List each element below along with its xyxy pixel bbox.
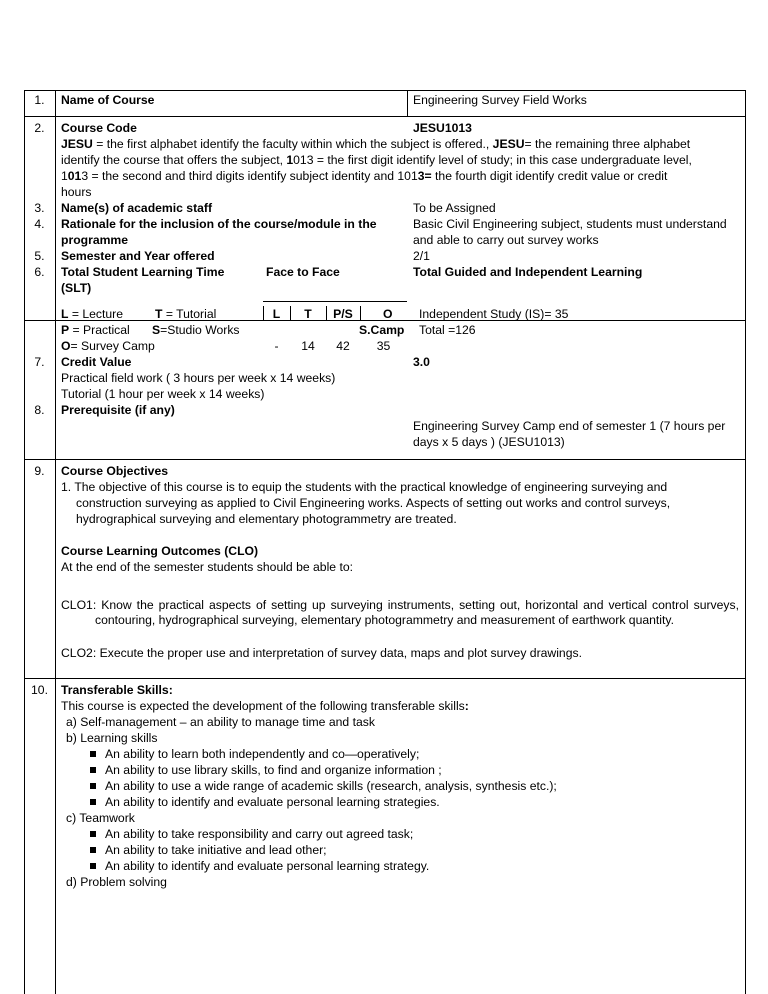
objective-text: hydrographical surveying and elementary photogrammetry are treated. bbox=[76, 512, 457, 526]
row-number: 6. bbox=[34, 265, 45, 279]
square-bullet-icon bbox=[90, 751, 96, 757]
slt-value-l: - bbox=[274, 339, 279, 353]
prerequisite-value: days x 5 days ) (JESU1013) bbox=[413, 435, 565, 449]
slt-legend: T = Tutorial bbox=[155, 307, 217, 321]
square-bullet-icon bbox=[90, 783, 96, 789]
row-number: 1. bbox=[34, 93, 45, 107]
clo-title: Course Learning Outcomes (CLO) bbox=[61, 544, 259, 558]
square-bullet-icon bbox=[90, 831, 96, 837]
bullet-item: An ability to identify and evaluate personal learning strategies. bbox=[90, 795, 440, 810]
bullet-item: An ability to take responsibility and carry out agreed task; bbox=[90, 827, 413, 842]
credit-note: Tutorial (1 hour per week x 14 weeks) bbox=[61, 387, 265, 401]
row-number: 8. bbox=[34, 403, 45, 417]
square-bullet-icon bbox=[90, 863, 96, 869]
clo1-text: CLO1: Know the practical aspects of setting up surveying instruments, setting out, horizontal and vertical control surveys, contouring, hydrographical surveying, elementary photogrammetry and measurement of earthwork quantity. bbox=[61, 598, 739, 628]
slt-legend: S=Studio Works bbox=[152, 323, 240, 337]
prerequisite-value: Engineering Survey Camp end of semester 1 (7 hours per bbox=[413, 419, 726, 433]
skill-item: c) Teamwork bbox=[66, 811, 135, 825]
row-number: 10. bbox=[31, 683, 48, 697]
rationale-label: programme bbox=[61, 233, 129, 247]
row-number: 9. bbox=[34, 464, 45, 478]
square-bullet-icon bbox=[90, 799, 96, 805]
skill-item: b) Learning skills bbox=[66, 731, 158, 745]
slt-legend: O= Survey Camp bbox=[61, 339, 155, 353]
slt-value-ps: 42 bbox=[336, 339, 350, 353]
row-number: 4. bbox=[34, 217, 45, 231]
slt-col-t: T bbox=[304, 307, 312, 321]
rationale-value: and able to carry out survey works bbox=[413, 233, 599, 247]
bullet-item: An ability to use a wide range of academic skills (research, analysis, synthesis etc.); bbox=[90, 779, 557, 794]
row-number: 5. bbox=[34, 249, 45, 263]
row-number: 2. bbox=[34, 121, 45, 135]
bullet-item: An ability to take initiative and lead other; bbox=[90, 843, 327, 858]
square-bullet-icon bbox=[90, 767, 96, 773]
slt-value-t: 14 bbox=[301, 339, 315, 353]
slt-value-o: 35 bbox=[376, 339, 391, 353]
guided-learning-heading: Total Guided and Independent Learning bbox=[413, 265, 643, 279]
rationale-value: Basic Civil Engineering subject, students must understand bbox=[413, 217, 727, 231]
objective-text: 1. The objective of this course is to equip the students with the practical knowledge of engineering surveying and bbox=[61, 480, 668, 494]
academic-staff-value: To be Assigned bbox=[413, 201, 496, 215]
slt-grid-line bbox=[263, 301, 407, 302]
face-to-face-heading: Face to Face bbox=[266, 265, 340, 279]
bullet-item: An ability to identify and evaluate personal learning strategy. bbox=[90, 859, 429, 874]
row-number: 7. bbox=[34, 355, 45, 369]
bullet-item: An ability to learn both independently and co—operatively; bbox=[90, 747, 419, 762]
course-objectives-title: Course Objectives bbox=[61, 464, 169, 478]
slt-col-o: O bbox=[383, 307, 393, 321]
clo2-text: CLO2: Execute the proper use and interpretation of survey data, maps and plot survey drawings. bbox=[61, 646, 582, 660]
number-column-divider bbox=[55, 90, 56, 994]
clo-intro: At the end of the semester students should be able to: bbox=[61, 560, 354, 574]
course-code-description: hours bbox=[61, 185, 92, 199]
slt-grid-line bbox=[360, 306, 361, 320]
credit-note: Practical field work ( 3 hours per week x 14 weeks) bbox=[61, 371, 336, 385]
row-divider bbox=[24, 116, 746, 117]
course-code-value: JESU1013 bbox=[413, 121, 472, 135]
skill-item: d) Problem solving bbox=[66, 875, 167, 889]
course-code-description: JESU = the first alphabet identify the faculty within which the subject is offered., JESU= the remaining three alphabet bbox=[61, 137, 691, 151]
slt-legend: L = Lecture bbox=[61, 307, 123, 321]
course-code-description: 1013 = the second and third digits identify subject identity and 1013= the fourth digit identify credit value or credit bbox=[61, 169, 668, 183]
total-slt-value: Total =126 bbox=[419, 323, 476, 337]
name-of-course-label: Name of Course bbox=[61, 93, 155, 107]
slt-col-l: L bbox=[272, 307, 281, 321]
row-number: 3. bbox=[34, 201, 45, 215]
semester-value: 2/1 bbox=[413, 249, 430, 263]
bullet-item: An ability to use library skills, to find and organize information ; bbox=[90, 763, 442, 778]
slt-label: (SLT) bbox=[61, 281, 92, 295]
square-bullet-icon bbox=[90, 847, 96, 853]
cell-divider bbox=[407, 90, 408, 116]
slt-label: Total Student Learning Time bbox=[61, 265, 225, 279]
prerequisite-label: Prerequisite (if any) bbox=[61, 403, 175, 417]
name-of-course-value: Engineering Survey Field Works bbox=[413, 93, 587, 107]
semester-label: Semester and Year offered bbox=[61, 249, 215, 263]
skill-item: a) Self-management – an ability to manage time and task bbox=[66, 715, 375, 729]
rationale-label: Rationale for the inclusion of the course/module in the bbox=[61, 217, 377, 231]
row-divider bbox=[24, 459, 746, 460]
credit-value-label: Credit Value bbox=[61, 355, 132, 369]
slt-col-ps: P/S bbox=[333, 307, 353, 321]
transferable-skills-intro: This course is expected the development of the following transferable skills: bbox=[61, 699, 469, 713]
slt-legend: P = Practical bbox=[61, 323, 130, 337]
independent-study-value: Independent Study (IS)= 35 bbox=[419, 307, 569, 321]
row-divider bbox=[24, 678, 746, 679]
objective-text: construction surveying as applied to Civil Engineering works. Aspects of setting out works and control surveys, bbox=[76, 496, 671, 510]
credit-value: 3.0 bbox=[413, 355, 430, 369]
course-code-label: Course Code bbox=[61, 121, 137, 135]
academic-staff-label: Name(s) of academic staff bbox=[61, 201, 213, 215]
transferable-skills-title: Transferable Skills: bbox=[61, 683, 173, 697]
course-code-description: identify the course that offers the subject, 1013 = the first digit identify level of study; in this case undergraduate level, bbox=[61, 153, 692, 167]
slt-col-scamp: S.Camp bbox=[359, 323, 405, 337]
